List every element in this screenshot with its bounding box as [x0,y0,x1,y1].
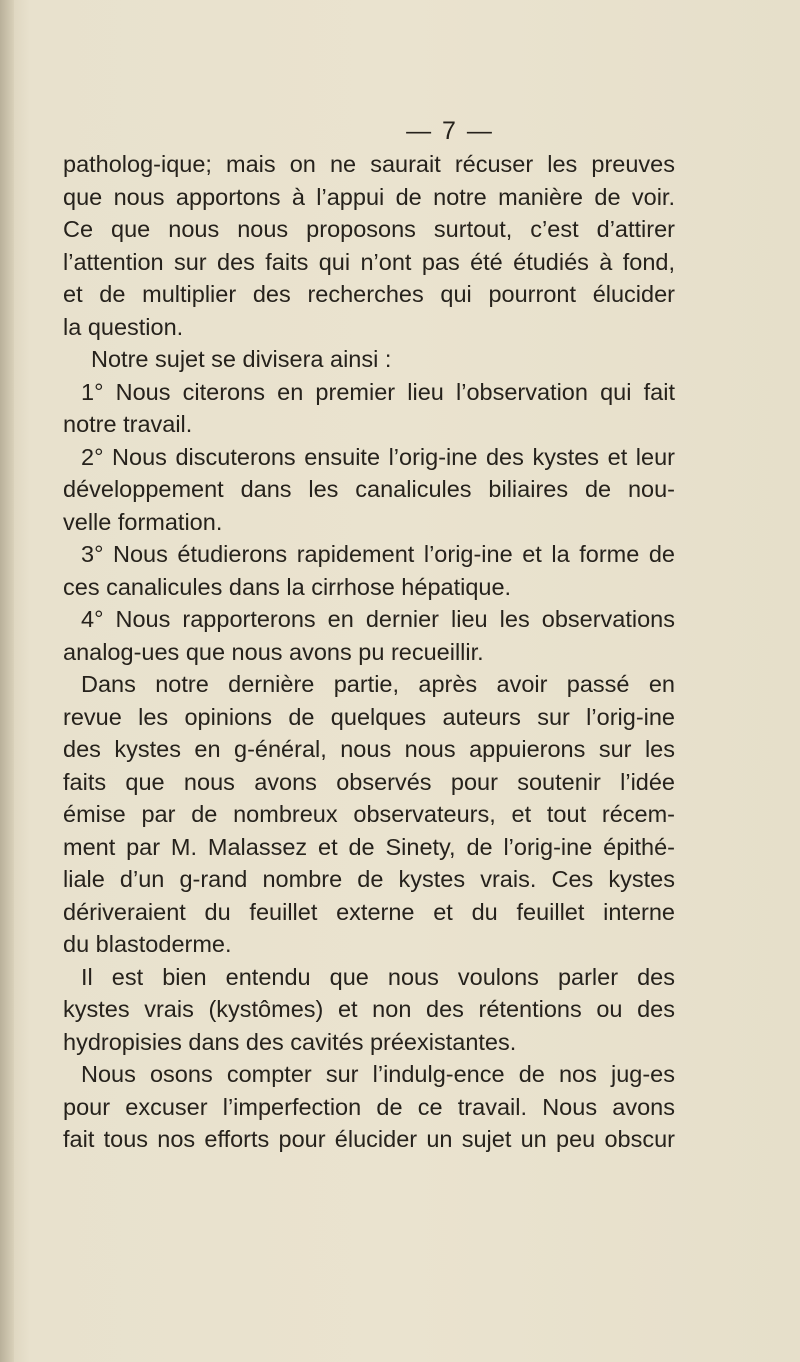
text-line: que nous apportons à l’appui de notre manière de voir. [63,183,675,210]
text-line: la question. [63,313,184,340]
text-line: 2° Nous discuterons ensuite l’orig-ine des kystes et leur [81,443,675,470]
text-line: du blastoderme. [63,931,232,957]
text-line: notre travail. [63,411,193,437]
text-line: hydropisies dans des cavités préexistantes. [63,1028,517,1055]
text-line: kystes vrais (kystômes) et non des rétentions ou des [63,996,675,1022]
text-line: liale d’un g-rand nombre de kystes vrais. Ces kystes [63,866,675,892]
text-line: et de multiplier des recherches qui pourront élucider [63,281,675,307]
text-line: velle formation. [63,508,223,535]
text-line: ment par M. Malassez et de Sinety, de l’orig-ine épithé- [63,833,675,860]
text-line: des kystes en g-énéral, nous nous appuierons sur les [63,736,675,762]
text-line: Ce que nous nous proposons surtout, c’est d’attirer [63,216,675,242]
text-line: Nous osons compter sur l’indulg-ence de nos jug-es [81,1061,675,1087]
text-line: faits que nous avons observés pour soutenir l’idée [63,768,675,795]
page-number: — 7 — [406,117,494,145]
text-line: 1° Nous citerons en premier lieu l’observation qui fait [81,378,675,405]
text-line: l’attention sur des faits qui n’ont pas été étudiés à fond, [63,248,675,275]
text-line: Il est bien entendu que nous voulons parler des [81,963,675,990]
text-line: patholog-ique; mais on ne saurait récuser les preuves [63,151,675,177]
text-line: ces canalicules dans la cirrhose hépatique. [63,573,512,600]
text-line: analog-ues que nous avons pu recueillir. [63,638,484,665]
page-gutter [0,0,14,1362]
body-text [63,148,675,1156]
text-line: revue les opinions de quelques auteurs sur l’orig-ine [63,703,675,730]
text-line: Notre sujet se divisera ainsi : [91,346,392,372]
text-line: Dans notre dernière partie, après avoir passé en [81,671,675,697]
text-line: développement dans les canalicules biliaires de nou- [63,476,675,502]
text-line: 4° Nous rapporterons en dernier lieu les observations [81,606,675,632]
text-line: fait tous nos efforts pour élucider un sujet un peu obscur [63,1126,675,1152]
text-line: dériveraient du feuillet externe et du feuillet interne [63,898,675,925]
text-line: pour excuser l’imperfection de ce travail. Nous avons [63,1093,675,1120]
text-line: 3° Nous étudierons rapidement l’orig-ine et la forme de [81,541,675,567]
text-line: émise par de nombreux observateurs, et tout récem- [63,801,675,827]
